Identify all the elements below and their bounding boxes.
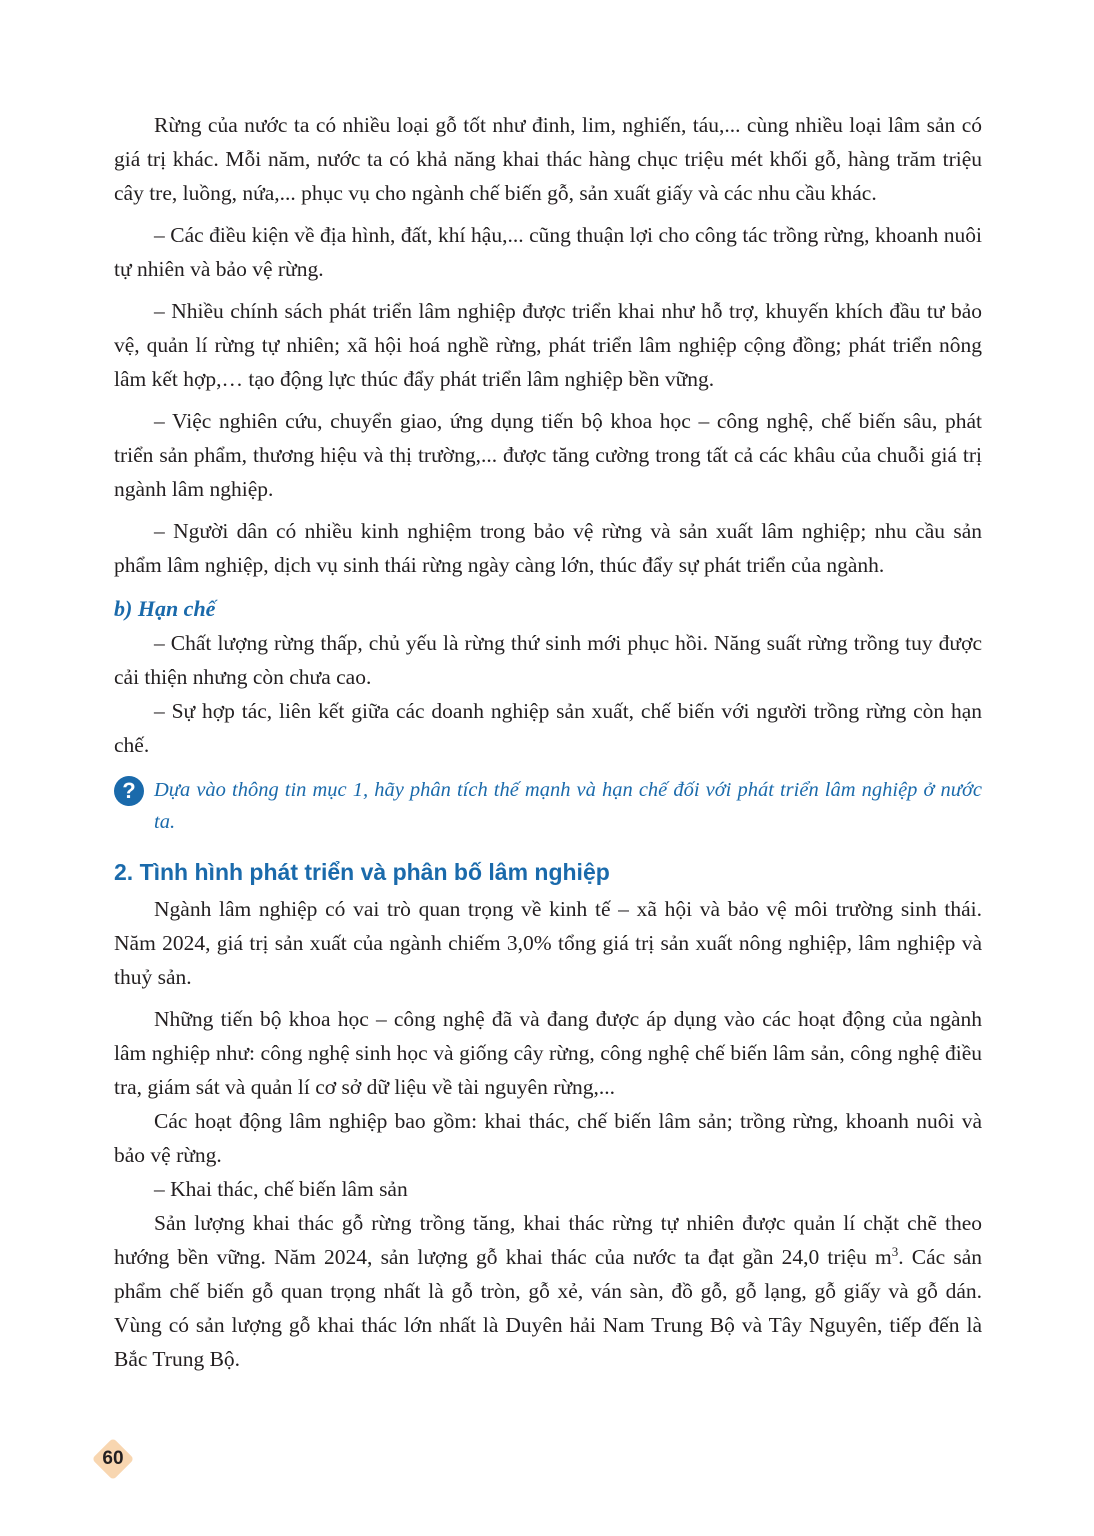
body-paragraph: Ngành lâm nghiệp có vai trò quan trọng về kinh tế – xã hội và bảo vệ môi trường sinh thái. Năm 2024, giá trị sản xuất của ngành chiếm 3,0% tổng giá trị sản xuất nông nghiệp, lâm nghiệp và thuỷ sản.: [114, 897, 982, 989]
section-heading: 2. Tình hình phát triển và phân bố lâm nghiệp: [114, 859, 610, 885]
body-paragraph: [114, 1206, 982, 1376]
question-box: [114, 774, 982, 838]
body-paragraph: Rừng của nước ta có nhiều loại gỗ tốt như đinh, lim, nghiến, táu,... cùng nhiều loại lâm sản có giá trị khác. Mỗi năm, nước ta có khả năng khai thác hàng chục triệu mét khối gỗ, hàng trăm triệu cây tre, luồng, nứa,... phục vụ cho ngành chế biến gỗ, sản xuất giấy và các nhu cầu khác.: [114, 113, 982, 205]
page-number: 60: [102, 1448, 124, 1469]
question-icon: ?: [114, 776, 144, 806]
body-paragraph: – Sự hợp tác, liên kết giữa các doanh nghiệp sản xuất, chế biến với người trồng rừng còn hạn chế.: [114, 699, 982, 757]
body-paragraph: – Việc nghiên cứu, chuyển giao, ứng dụng tiến bộ khoa học – công nghệ, chế biến sâu, phát triển sản phẩm, thương hiệu và thị trường,... được tăng cường trong tất cả các khâu của chuỗi giá trị ngành lâm nghiệp.: [114, 409, 982, 501]
paragraph-text: . Các sản phẩm chế biến gỗ quan trọng nhất là gỗ tròn, gỗ xẻ, ván sàn, đồ gỗ, gỗ lạng, gỗ giấy và gỗ dán. Vùng có sản lượng gỗ khai thác lớn nhất là Duyên hải Nam Trung Bộ và Tây Nguyên, tiếp đến là Bắc Trung Bộ.: [114, 1245, 983, 1371]
superscript: 3: [891, 1243, 899, 1259]
body-paragraph: – Các điều kiện về địa hình, đất, khí hậu,... cũng thuận lợi cho công tác trồng rừng, khoanh nuôi tự nhiên và bảo vệ rừng.: [114, 223, 982, 281]
body-paragraph: – Chất lượng rừng thấp, chủ yếu là rừng thứ sinh mới phục hồi. Năng suất rừng trồng tuy được cải thiện nhưng còn chưa cao.: [114, 631, 982, 689]
body-paragraph: Những tiến bộ khoa học – công nghệ đã và đang được áp dụng vào các hoạt động của ngành lâm nghiệp như: công nghệ sinh học và giống cây rừng, công nghệ chế biến lâm sản, công nghệ điều tra, giám sát và quản lí cơ sở dữ liệu về tài nguyên rừng,...: [114, 1007, 982, 1099]
subsection-heading-limitations: b) Hạn chế: [114, 596, 216, 621]
body-paragraph: – Người dân có nhiều kinh nghiệm trong bảo vệ rừng và sản xuất lâm nghiệp; nhu cầu sản phẩm lâm nghiệp, dịch vụ sinh thái rừng ngày càng lớn, thúc đẩy sự phát triển của ngành.: [114, 519, 982, 577]
question-text: Dựa vào thông tin mục 1, hãy phân tích thế mạnh và hạn chế đối với phát triển lâm nghiệp ở nước ta.: [154, 779, 982, 833]
body-paragraph: Các hoạt động lâm nghiệp bao gồm: khai thác, chế biến lâm sản; trồng rừng, khoanh nuôi và bảo vệ rừng.: [114, 1109, 982, 1167]
body-paragraph: – Nhiều chính sách phát triển lâm nghiệp được triển khai như hỗ trợ, khuyến khích đầu tư bảo vệ, quản lí rừng tự nhiên; xã hội hoá nghề rừng, phát triển lâm nghiệp cộng đồng; phát triển nông lâm kết hợp,… tạo động lực thúc đẩy phát triển lâm nghiệp bền vững.: [114, 299, 982, 391]
body-paragraph: – Khai thác, chế biến lâm sản: [154, 1177, 408, 1201]
page-content: [114, 108, 982, 1376]
page-number-badge: [92, 1438, 134, 1480]
paragraph-text: Sản lượng khai thác gỗ rừng trồng tăng, khai thác rừng tự nhiên được quản lí chặt chẽ theo hướng bền vững. Năm 2024, sản lượng gỗ khai thác của nước ta đạt gần 24,0 triệu m: [114, 1211, 982, 1269]
